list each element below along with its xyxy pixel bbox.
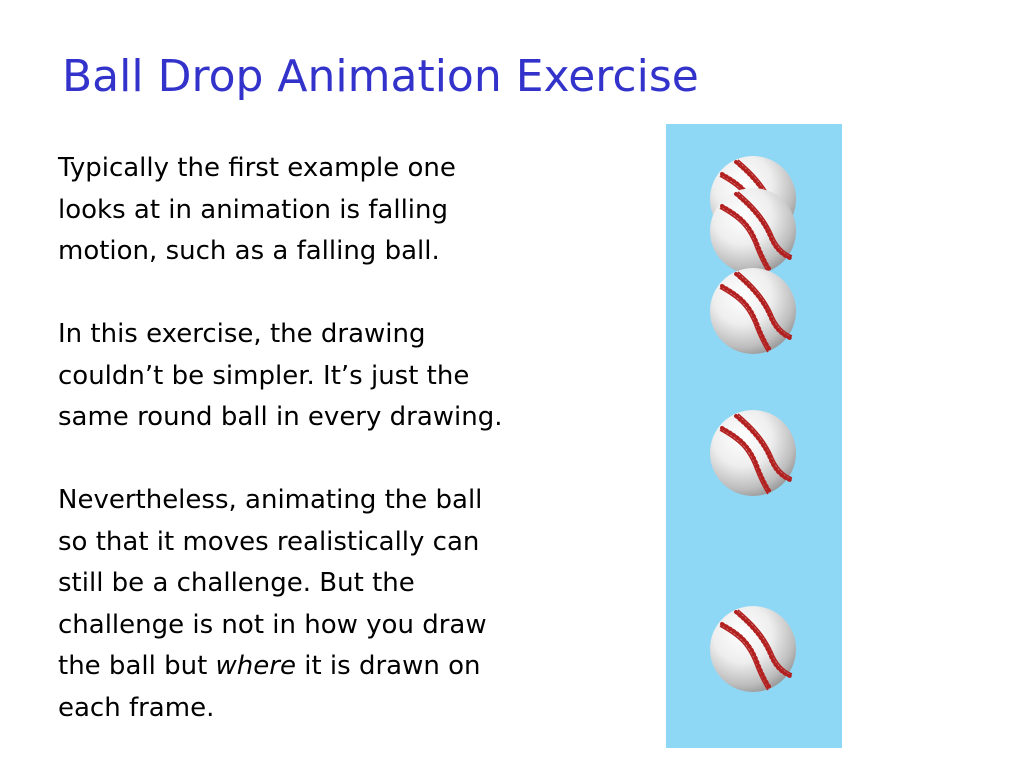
ball-drop-illustration	[666, 124, 842, 748]
baseball-icon	[708, 186, 798, 276]
body-text	[58, 148, 618, 729]
paragraph-challenge	[58, 480, 618, 729]
baseball-icon	[708, 604, 798, 694]
baseball-icon	[708, 266, 798, 356]
text-line: looks at in animation is falling	[58, 194, 448, 225]
baseball-icon	[708, 408, 798, 498]
text-line: In this exercise, the drawing	[58, 319, 426, 349]
text-line: still be a challenge. But the	[58, 568, 415, 598]
text-line: couldn’t be simpler. It’s just the	[58, 360, 470, 391]
text-line: so that it moves realistically can	[58, 526, 480, 557]
text-line: each frame.	[58, 692, 215, 723]
text-line: Nevertheless, animating the ball	[58, 485, 483, 515]
emphasis-where: where	[215, 651, 296, 681]
text-line: motion, such as a falling ball.	[58, 236, 440, 266]
text-line: same round ball in every drawing.	[58, 402, 503, 432]
paragraph-drawing	[58, 314, 618, 439]
text-before-emphasis: the ball but	[58, 651, 216, 681]
paragraph-intro	[58, 148, 618, 273]
text-line: Typically the first example one	[58, 153, 456, 183]
text-after-emphasis: it is drawn on	[295, 651, 481, 681]
text-line: challenge is not in how you draw	[58, 609, 487, 640]
slide-title: Ball Drop Animation Exercise	[62, 51, 699, 102]
text-line-with-emphasis	[58, 646, 618, 688]
